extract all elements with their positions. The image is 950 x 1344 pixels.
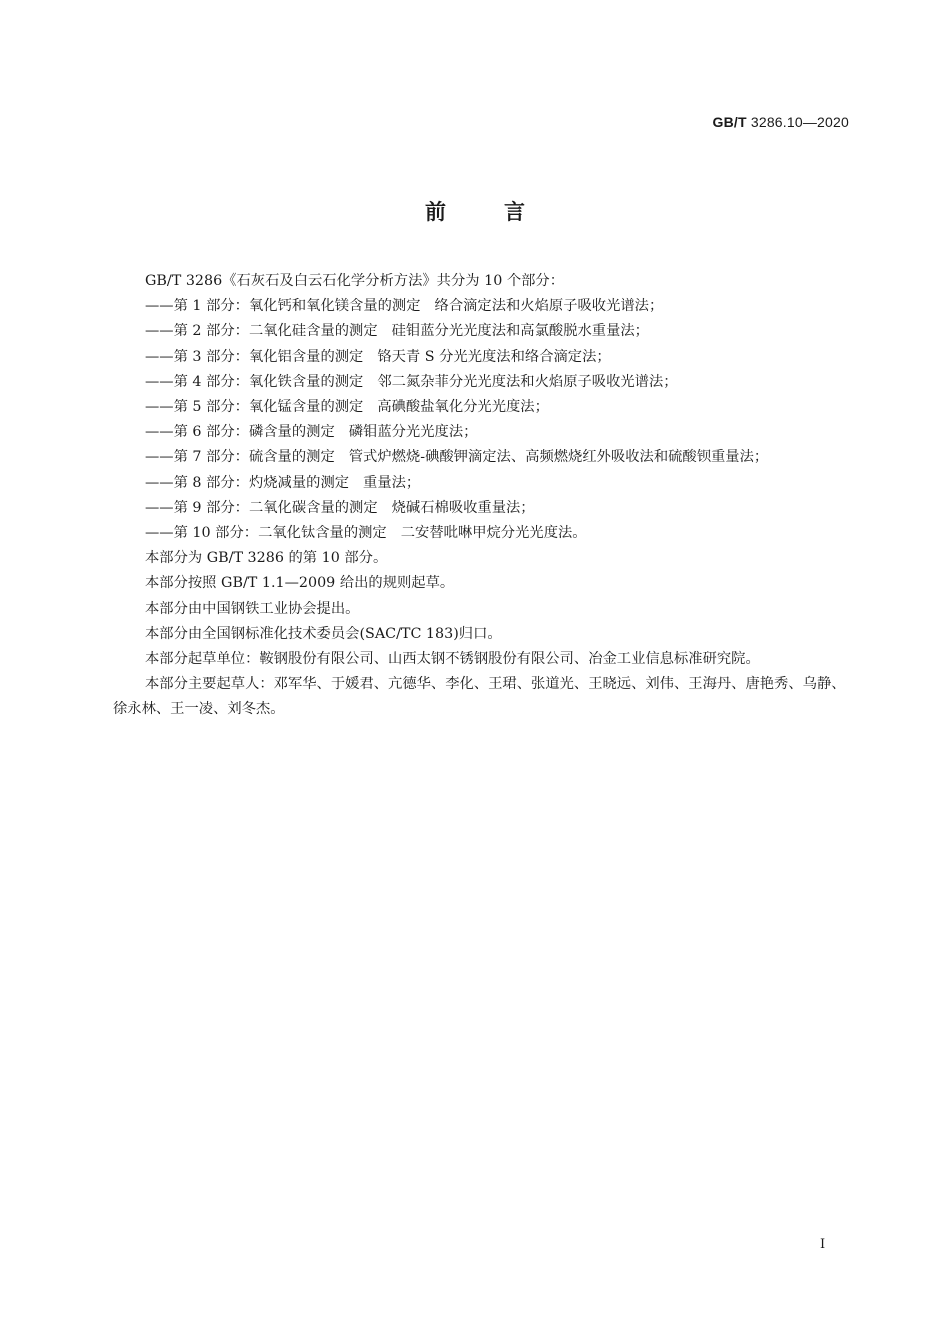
part-prefix: ——第 8 部分：: [145, 474, 249, 491]
part-list-item: [113, 319, 853, 344]
part-list-item: [113, 370, 853, 395]
part-list-item: [113, 345, 853, 370]
part-prefix: ——第 3 部分：: [145, 348, 249, 365]
part-method: 烧碱石棉吸收重量法；: [391, 499, 535, 516]
standard-code-prefix: GB/T: [712, 114, 747, 130]
part-prefix: ——第 6 部分：: [145, 424, 249, 441]
part-subject: 磷含量的测定: [248, 424, 335, 441]
document-body: [113, 269, 853, 723]
part-method: 络合滴定法和火焰原子吸收光谱法；: [434, 298, 664, 315]
statement-paragraph: 本部分为 GB/T 3286 的第 10 部分。: [145, 550, 388, 567]
part-prefix: ——第 2 部分：: [145, 323, 249, 340]
standard-code: [713, 114, 850, 130]
part-method: 硅钼蓝分光光度法和高氯酸脱水重量法；: [391, 323, 649, 340]
part-subject: 二氧化钛含量的测定: [258, 525, 387, 542]
part-subject: 二氧化碳含量的测定: [248, 499, 378, 516]
statement-paragraph: 本部分由全国钢标准化技术委员会(SAC/TC 183)归口。: [145, 625, 502, 642]
part-method: 重量法；: [363, 474, 421, 491]
part-subject: 硫含量的测定: [248, 449, 335, 466]
statement-paragraph: 本部分由中国钢铁工业协会提出。: [145, 600, 360, 617]
part-prefix: ——第 4 部分：: [145, 373, 249, 390]
part-list-item: [113, 420, 853, 445]
intro-paragraph: GB/T 3286《石灰石及白云石化学分析方法》共分为 10 个部分：: [145, 273, 565, 289]
part-subject: 氧化铝含量的测定: [248, 348, 364, 365]
standard-code-number: 3286.10—2020: [750, 114, 849, 130]
part-list-item: [113, 521, 853, 546]
part-prefix: ——第 5 部分：: [145, 399, 249, 416]
part-list-item: [113, 445, 853, 470]
part-method: 管式炉燃烧-碘酸钾滴定法、高频燃烧红外吸收法和硫酸钡重量法；: [348, 449, 769, 466]
part-method: 二安替吡啉甲烷分光光度法。: [400, 525, 587, 542]
part-prefix: ——第 1 部分：: [145, 298, 249, 315]
page-number: I: [820, 1237, 826, 1252]
part-method: 邻二氮杂菲分光光度法和火焰原子吸收光谱法；: [377, 373, 678, 390]
statement-paragraph: 本部分起草单位：鞍钢股份有限公司、山西太钢不锈钢股份有限公司、冶金工业信息标准研究院。: [145, 651, 760, 668]
part-method: 磷钼蓝分光光度法；: [348, 424, 478, 441]
part-prefix: ——第 9 部分：: [145, 499, 249, 516]
part-prefix: ——第 7 部分：: [145, 449, 249, 466]
part-method: 高碘酸盐氧化分光光度法；: [377, 399, 549, 416]
part-subject: 氧化钙和氧化镁含量的测定: [248, 298, 421, 315]
part-prefix: ——第 10 部分：: [145, 525, 259, 542]
part-subject: 灼烧减量的测定: [248, 474, 350, 491]
part-list-item: [113, 471, 853, 496]
part-list-item: [113, 395, 853, 420]
part-subject: 二氧化硅含量的测定: [248, 323, 378, 340]
part-list-item: [113, 496, 853, 521]
drafters-paragraph: 本部分主要起草人：邓军华、于媛君、亢德华、李化、王珺、张道光、王晓远、刘伟、王海丹、唐艳秀、乌静、徐永林、王一凌、刘冬杰。: [113, 676, 846, 718]
statement-paragraph: 本部分按照 GB/T 1.1—2009 给出的规则起草。: [145, 575, 455, 592]
part-subject: 氧化铁含量的测定: [248, 373, 364, 390]
page-title: 前言: [425, 200, 583, 224]
part-method: 铬天青 S 分光光度法和络合滴定法；: [377, 348, 611, 365]
part-subject: 氧化锰含量的测定: [248, 399, 364, 416]
part-list-item: [113, 294, 853, 319]
